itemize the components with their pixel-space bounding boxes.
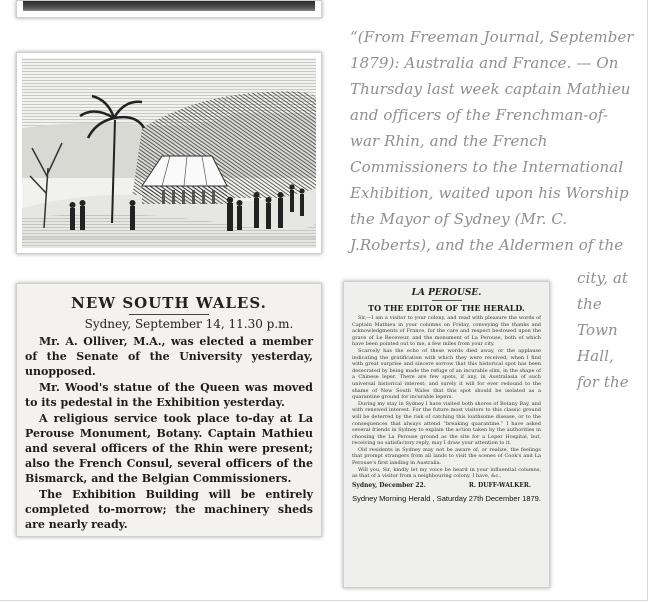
quote-line: “(From Freeman Journal, September: [350, 28, 634, 46]
clipping2-signature: [352, 482, 541, 489]
clipping1-rule: [129, 314, 209, 315]
clipping2-paragraph: During my stay in Sydney I have visited both shores of Botany Bay, and with renewed interest. For the future most visitors to this classic ground will be deterred by the risk of catching this loathsome disease, or to the consequences that always attend “breaking quarantine.” I have asked several friends in Sydney to explain the action taken by the authorities in choosing the La Perouse ground as the site for a Leper Hospital, but, receiving no satisfactory reply, may I draw your attention to it.: [352, 400, 541, 447]
quote-line: Thursday last week captain Mathieu: [350, 80, 631, 98]
clipping2-sign-name: R. DUFF-WALKER.: [468, 481, 531, 489]
clipping2-paragraph: Scarcely has the echo of these words died away, or the applause indicating the gratification with which they were received, when I find with great surprise and sincere sorrow that this historical spot has been desecrated by being made the refuge of an incurable slim, in the shape of a Chinese leper. There are few spots, if any, in Australasia of such universal historical interest; and surely it will for ever redound to the shame of New South Wales that this spot should be isolated as a quarantine ground for incurable lepers.: [352, 347, 541, 401]
top-photo-fragment: [16, 0, 322, 18]
clipping2-subtitle: TO THE EDITOR OF THE HERALD.: [368, 303, 525, 313]
clipping1-paragraph: Mr. A. Olliver, M.A., was elected a member of the Senate of the University yesterday, unopposed.: [25, 335, 313, 378]
quote-line: 1879): Australia and France. — On: [350, 54, 619, 72]
clipping-new-south-wales: [16, 283, 322, 537]
clipping2-sign-place: Sydney, December 22.: [352, 481, 426, 489]
quote-line: Exhibition, waited upon his Worship: [350, 184, 629, 202]
clipping2-paragraph: Old residents in Sydney may not be aware of, or realize, the feelings that prompt strangers from all lands to visit the scenes of Cook's and La Perouse's first landing in Australia.: [352, 446, 541, 467]
engraving-image: [16, 52, 322, 254]
clipping1-dateline: Sydney, September 14, 11.30 p.m.: [84, 317, 294, 331]
quote-main: [350, 24, 650, 258]
clipping2-paragraph: Will you, Sir, kindly let my voice be heard in your influential columns, as that of a visitor from a neighbouring colony. I have, &c.,: [352, 466, 541, 480]
clipping2-rule: [432, 300, 462, 301]
quote-line: J.Roberts), and the Aldermen of the: [350, 236, 624, 254]
quote-line: for the: [577, 373, 629, 391]
clipping1-paragraph: A religious service took place to-day at La Perouse Monument, Botany. Captain Mathieu and several officers of the Rhin were present; also the French Consul, several officers of the Bismarck, and the Belgian Commissioners.: [25, 412, 313, 485]
clipping1-paragraph: The Exhibition Building will be entirely completed to-morrow; the machinery sheds are nearly ready.: [25, 488, 313, 531]
quote-line: Commissioners to the International: [350, 158, 624, 176]
engraving-illustration: [22, 58, 316, 248]
quote-line: Hall,: [577, 347, 614, 365]
top-photo-image: [23, 1, 315, 11]
clipping2-title: LA PEROUSE.: [411, 288, 482, 298]
quote-line: the Mayor of Sydney (Mr. C.: [350, 210, 568, 228]
quote-line: Town: [577, 321, 618, 339]
quote-line: war Rhin, and the French: [350, 132, 548, 150]
clipping1-paragraph: Mr. Wood's statue of the Queen was moved to its pedestal in the Exhibition yesterday.: [25, 381, 313, 409]
clipping2-paragraph: Sir,—I am a visitor to your colony, and read with pleasure the words of Captain Mathieu in your columns on Friday, conveying the thanks and acknowledgments of France, for the care and respect bestowed upon the grave of Le Receveur, and the monument of La Perouse, both of which have been pointed out to me, a few miles from your city.: [352, 315, 541, 348]
quote-continued: [577, 265, 647, 395]
quote-line: the: [577, 295, 602, 313]
quote-line: and officers of the Frenchman-of-: [350, 106, 608, 124]
clipping2-caption: Sydney Morning Herald , Saturday 27th December 1879.: [352, 493, 541, 503]
clipping1-title: NEW SOUTH WALES.: [71, 294, 267, 312]
clipping-la-perouse: [343, 281, 550, 588]
quote-line: city, at: [577, 269, 629, 287]
